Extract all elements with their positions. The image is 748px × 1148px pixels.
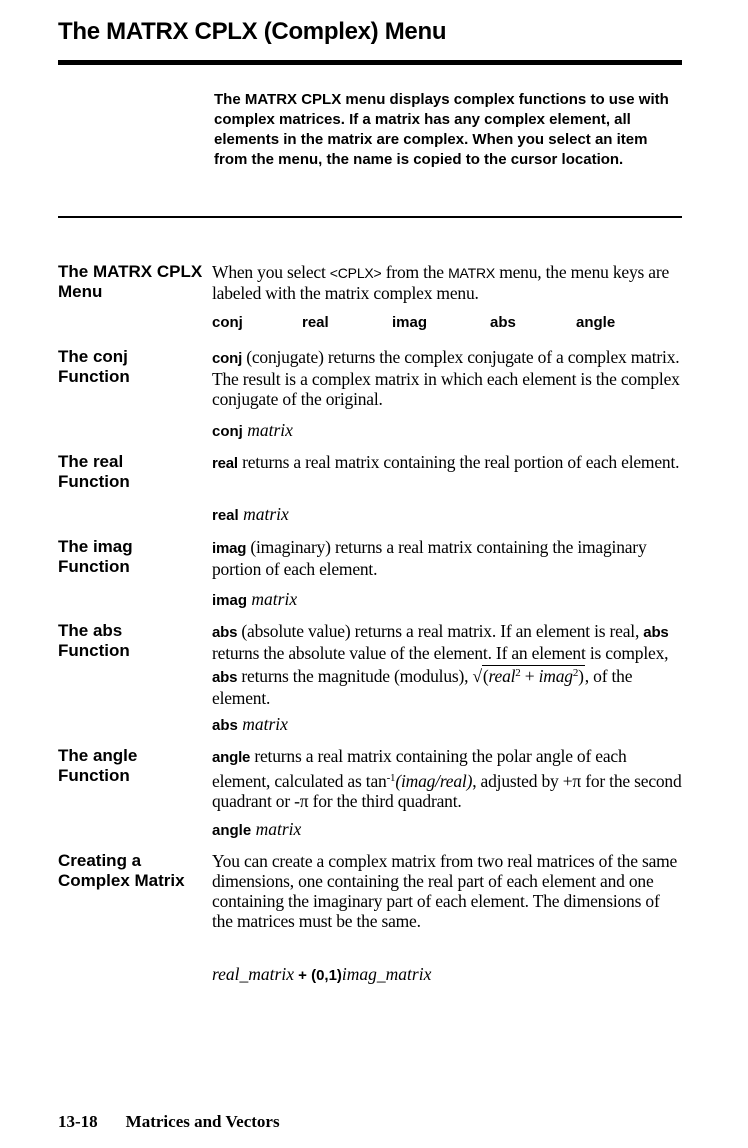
matrx-word: MATRX xyxy=(448,265,496,281)
label-line: The conj xyxy=(58,347,128,366)
menu-key-conj: conj xyxy=(212,314,243,331)
formula-part: ) xyxy=(578,666,584,686)
label-real-function xyxy=(58,452,208,492)
label-abs-function xyxy=(58,621,208,661)
real-description xyxy=(212,452,682,474)
radical-sign: √ xyxy=(472,666,482,686)
text: returns the magnitude (modulus), xyxy=(237,666,473,686)
syntax-keyword: abs xyxy=(212,717,238,734)
menu-description xyxy=(212,262,682,303)
real-syntax xyxy=(212,504,289,526)
chapter-title: Matrices and Vectors xyxy=(125,1112,280,1131)
label-conj-function xyxy=(58,347,208,387)
syntax-operator: + (0,1) xyxy=(293,967,342,984)
keyword-real: real xyxy=(212,455,238,472)
section-divider xyxy=(58,216,682,218)
label-line: The abs xyxy=(58,621,123,640)
label-line: Function xyxy=(58,367,130,386)
text: When you select xyxy=(212,262,330,282)
text: (conjugate) returns the complex conjugate of a complex matrix. The result is a complex matrix in which each element is the complex conjugate of the original. xyxy=(212,347,680,409)
menu-key-imag: imag xyxy=(392,314,428,331)
label-angle-function xyxy=(58,746,208,786)
radicand xyxy=(482,665,585,686)
menu-key-abs: abs xyxy=(490,314,516,331)
create-description: You can create a complex matrix from two real matrices of the same dimensions, one containing the real part of each element and one containing the imaginary part of each element. The dimensions of the matrices must be the same. xyxy=(212,851,678,931)
formula-part: real xyxy=(488,666,516,686)
angle-syntax xyxy=(212,819,301,841)
sqrt-formula xyxy=(473,663,585,686)
label-line: Function xyxy=(58,766,130,785)
syntax-argument: matrix xyxy=(247,420,293,440)
page-title: The MATRX CPLX (Complex) Menu xyxy=(58,18,447,45)
imag-syntax xyxy=(212,589,297,611)
label-line: Creating a xyxy=(58,851,142,870)
formula-part: ( xyxy=(482,666,489,686)
label-line: The imag xyxy=(58,537,133,556)
label-imag-function xyxy=(58,537,208,577)
label-line: Menu xyxy=(58,282,103,301)
keyword-abs: abs xyxy=(212,624,238,641)
syntax-keyword: real xyxy=(212,507,239,524)
formula-part: + xyxy=(520,666,539,686)
keyword-imag: imag xyxy=(212,540,247,557)
abs-syntax xyxy=(212,714,288,736)
abs-description xyxy=(212,621,682,708)
text: returns a real matrix containing the polar angle of each element, calculated as tan xyxy=(212,746,627,791)
syntax-real-matrix: real_matrix xyxy=(212,964,294,984)
keyword-abs: abs xyxy=(643,624,669,641)
label-line: Function xyxy=(58,641,130,660)
label-line: Function xyxy=(58,557,130,576)
keyword-conj: conj xyxy=(212,350,243,367)
syntax-imag-matrix: imag_matrix xyxy=(341,964,432,984)
menu-key-row xyxy=(212,314,632,336)
imag-description xyxy=(212,537,682,579)
label-line: Complex Matrix xyxy=(58,871,185,890)
text: menu, the menu keys are labeled with the matrix complex menu. xyxy=(212,262,670,303)
title-rule xyxy=(58,60,682,65)
label-line: The MATRX CPLX xyxy=(58,262,203,281)
formula-part: imag xyxy=(538,666,573,686)
superscript: -1 xyxy=(386,772,396,784)
syntax-keyword: conj xyxy=(212,423,243,440)
keyword-abs: abs xyxy=(212,669,238,686)
conj-syntax xyxy=(212,420,293,442)
cplx-key: <CPLX> xyxy=(329,265,382,281)
text: (imaginary) returns a real matrix containing the imaginary portion of each element. xyxy=(212,537,647,579)
syntax-keyword: imag xyxy=(212,592,248,609)
text: , of the element. xyxy=(212,666,633,708)
syntax-argument: matrix xyxy=(251,589,298,609)
text: returns a real matrix containing the real portion of each element. xyxy=(237,452,680,472)
angle-description xyxy=(212,746,682,811)
label-matrx-cplx-menu xyxy=(58,262,208,302)
formula-superscript: 2 xyxy=(572,667,579,679)
formula-superscript: 2 xyxy=(515,667,521,679)
intro-paragraph: The MATRX CPLX menu displays complex functions to use with complex matrices. If a matrix has any complex element, all elements in the matrix are complex. When you select an item from the menu, the name is copied to the cursor location. xyxy=(214,91,669,168)
text: (absolute value) returns a real matrix. If an element is real, xyxy=(237,621,644,641)
formula: (imag/real) xyxy=(395,771,473,791)
syntax-keyword: angle xyxy=(212,822,252,839)
label-line: Function xyxy=(58,472,130,491)
conj-description xyxy=(212,347,682,409)
syntax-argument: matrix xyxy=(242,714,288,734)
text: from the xyxy=(381,262,449,282)
page-number: 13-18 xyxy=(58,1112,98,1131)
label-line: The angle xyxy=(58,746,138,765)
syntax-argument: matrix xyxy=(243,504,289,524)
text: , adjusted by +π for the second quadrant or -π for the third quadrant. xyxy=(212,771,682,811)
text: returns the absolute value of the element. If an element is complex, xyxy=(212,643,669,663)
menu-key-real: real xyxy=(302,314,329,331)
label-line: The real xyxy=(58,452,124,471)
keyword-angle: angle xyxy=(212,749,251,766)
syntax-argument: matrix xyxy=(255,819,302,839)
page-footer xyxy=(58,1112,280,1132)
menu-key-angle: angle xyxy=(576,314,616,331)
create-syntax xyxy=(212,964,431,986)
label-creating-complex-matrix xyxy=(58,851,208,891)
